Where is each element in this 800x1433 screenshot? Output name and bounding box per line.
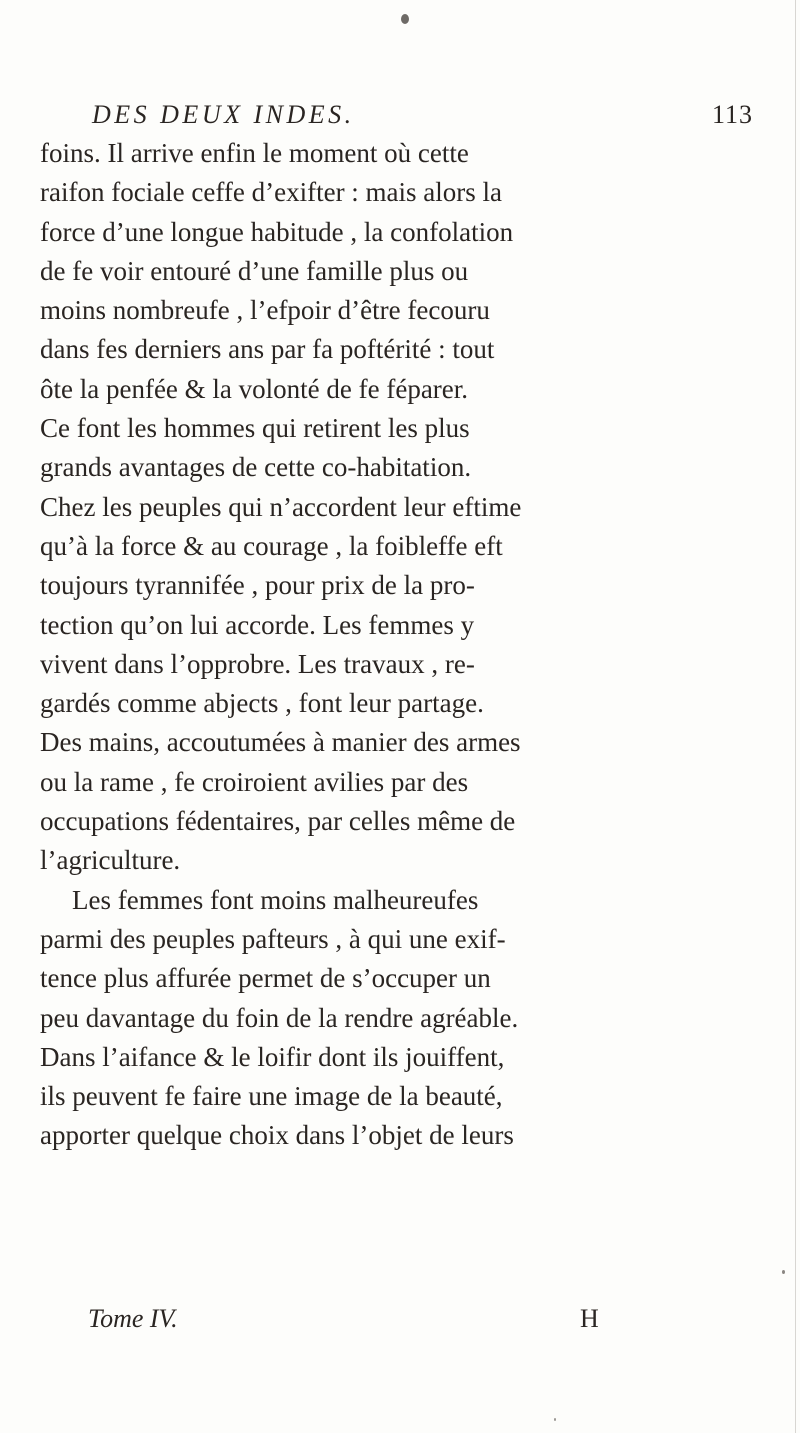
text-line: de fe voir entouré d’une famille plus ou (40, 255, 469, 286)
text-line: toujours tyrannifée , pour prix de la pro- (40, 570, 475, 601)
text-line: foins. Il arrive enfin le moment où cette (40, 138, 469, 168)
text-line: ou la rame , fe croiroient avilies par des (40, 766, 469, 797)
text-line: grands avantages de cette co-habitation. (40, 452, 472, 483)
text-line: apporter quelque choix dans l’objet de leurs (40, 1120, 514, 1151)
text-line: occupations fédentaires, par celles même de (40, 806, 516, 837)
text-line: Des mains, accoutumées à manier des armes (40, 727, 521, 758)
text-line: gardés comme abjects , font leur partage. (40, 688, 484, 719)
text-line: ils peuvent fe faire une image de la beauté, (40, 1081, 503, 1112)
text-line: l’agriculture. (40, 845, 181, 876)
text-line: ôte la penfée & la volonté de fe féparer. (40, 373, 469, 404)
text-line: raifon fociale ceffe d’exifter : mais alors la (40, 177, 503, 208)
ink-speck (554, 1418, 556, 1421)
ink-speck (782, 1270, 785, 1274)
page-footer (0, 1304, 800, 1340)
text-line: dans fes derniers ans par fa poftérité : tout (40, 334, 495, 365)
text-line: Chez les peuples qui n’accordent leur eftime (40, 491, 522, 522)
text-line: Ce font les hommes qui retirent les plus (40, 413, 470, 444)
page-header (0, 100, 800, 136)
text-line: tence plus affurée permet de s’occuper un (40, 963, 491, 994)
page-number: 113 (712, 100, 754, 129)
text-line: tection qu’on lui accorde. Les femmes y (40, 609, 475, 640)
text-line: parmi des peuples pafteurs , à qui une exif- (40, 923, 506, 954)
text-line: vivent dans l’opprobre. Les travaux , re- (40, 648, 475, 679)
text-line: qu’à la force & au courage , la foibleffe eft (40, 530, 503, 561)
gathering-signature: H (580, 1304, 599, 1333)
paragraph-start-line: Les femmes font moins malheureufes (72, 884, 479, 915)
body-text (40, 134, 780, 1156)
text-line: moins nombreufe , l’efpoir d’être fecouru (40, 295, 490, 326)
text-line: force d’une longue habitude , la confolation (40, 216, 514, 247)
text-line: Dans l’aifance & le loifir dont ils jouiffent, (40, 1041, 505, 1072)
text-line: peu davantage du foin de la rendre agréable. (40, 1002, 519, 1033)
volume-signature: Tome IV. (88, 1304, 178, 1333)
running-title: DES DEUX INDES. (92, 100, 355, 129)
page-edge-divider (795, 0, 796, 1433)
ink-speck (401, 14, 409, 24)
